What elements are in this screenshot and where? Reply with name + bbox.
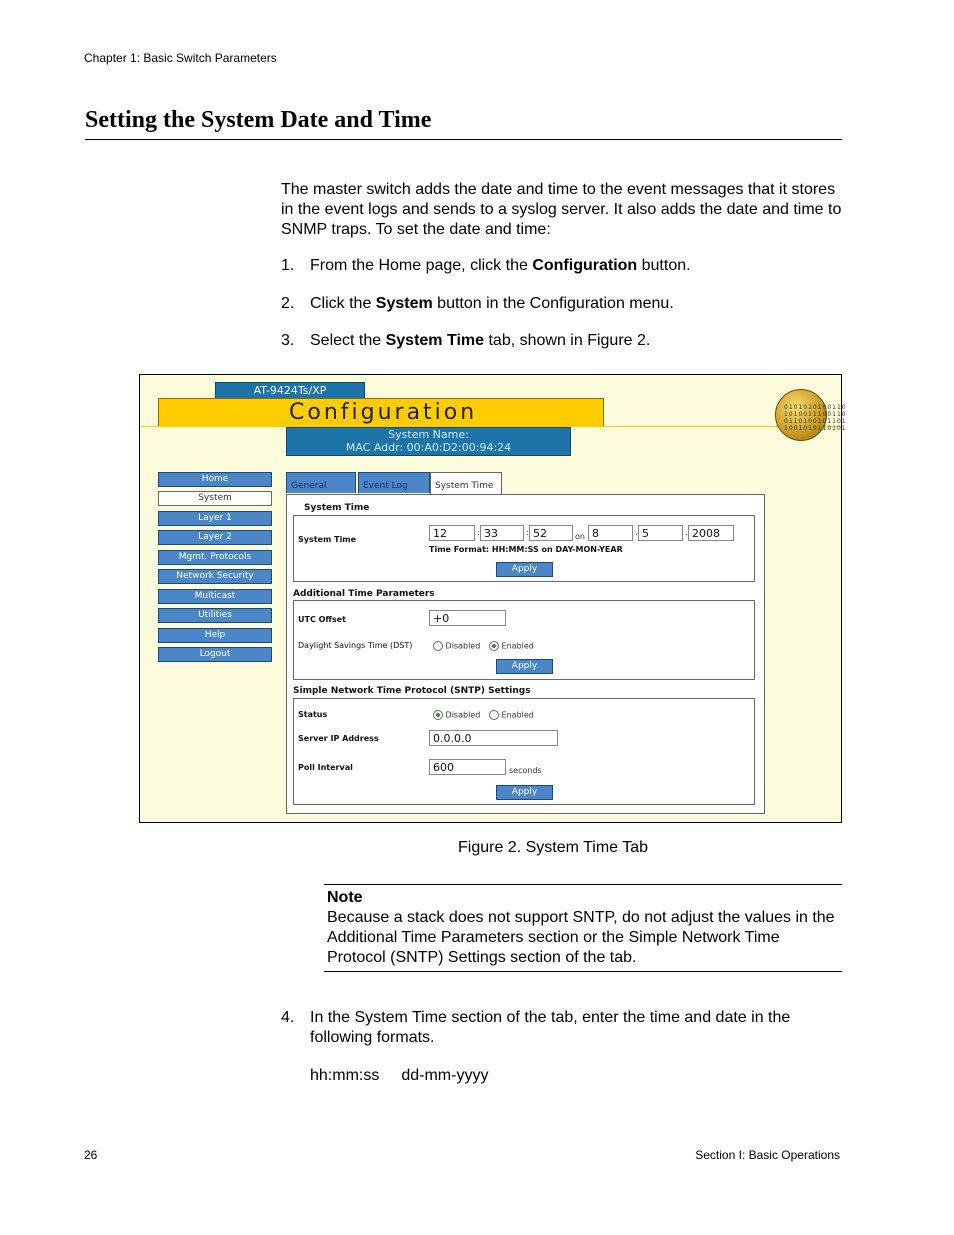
time-format: hh:mm:ss xyxy=(310,1067,380,1084)
date-format: dd-mm-yyyy xyxy=(401,1067,489,1084)
note-title: Note xyxy=(327,889,363,906)
step-bold: System xyxy=(375,295,433,312)
dst-enabled-label: Enabled xyxy=(501,641,534,651)
menu-mgmt-protocols-button[interactable]: Mgmt. Protocols xyxy=(158,550,272,565)
poll-interval-input[interactable]: 600 xyxy=(429,759,506,775)
sntp-enabled-label: Enabled xyxy=(501,710,534,720)
utc-offset-label: UTC Offset xyxy=(298,615,346,624)
radio-icon[interactable] xyxy=(433,641,443,651)
sntp-disabled-option[interactable] xyxy=(433,710,480,720)
hour-input[interactable]: 12 xyxy=(429,525,475,541)
dst-disabled-label: Disabled xyxy=(445,641,481,651)
system-name-label: System Name: xyxy=(388,428,469,441)
menu-network-security-button[interactable]: Network Security xyxy=(158,569,272,584)
section-title: Setting the System Date and Time xyxy=(85,107,842,140)
mac-address: MAC Addr: 00:A0:D2:00:94:24 xyxy=(345,441,512,454)
dst-disabled-option[interactable] xyxy=(433,641,480,651)
menu-layer1-button[interactable]: Layer 1 xyxy=(158,511,272,526)
server-ip-label: Server IP Address xyxy=(298,734,379,743)
dst-enabled-option[interactable] xyxy=(489,641,534,651)
step-text: Click the xyxy=(310,295,376,312)
step-number: 4. xyxy=(281,1009,295,1026)
minute-input[interactable]: 33 xyxy=(480,525,524,541)
intro-paragraph: The master switch adds the date and time to the event messages that it stores in the event logs and sends to a syslog server. It also adds the date and time to SNMP traps. To set the date and time: xyxy=(281,181,842,238)
format-examples xyxy=(310,1067,488,1085)
month-input[interactable]: 5 xyxy=(638,525,683,541)
sntp-group xyxy=(293,698,755,805)
radio-icon[interactable] xyxy=(489,710,499,720)
server-ip-input[interactable]: 0.0.0.0 xyxy=(429,730,558,746)
page-number: 26 xyxy=(84,1148,98,1162)
globe-icon xyxy=(775,389,847,441)
menu-home-button[interactable]: Home xyxy=(158,472,272,487)
configuration-title: Configuration xyxy=(289,400,478,425)
menu-multicast-button[interactable]: Multicast xyxy=(158,589,272,604)
step-text: tab, shown in Figure 2. xyxy=(484,332,651,349)
time-separator: : xyxy=(477,528,480,537)
step-bold: System Time xyxy=(385,332,485,349)
date-separator: . xyxy=(685,528,688,537)
step-bold: Configuration xyxy=(532,257,638,274)
running-header: Chapter 1: Basic Switch Parameters xyxy=(84,51,277,65)
system-time-group xyxy=(293,515,755,582)
poll-unit-label: seconds xyxy=(509,766,542,775)
step-number: 1. xyxy=(281,257,295,274)
note-box xyxy=(324,884,842,972)
menu-layer2-button[interactable]: Layer 2 xyxy=(158,530,272,545)
on-label: on xyxy=(575,532,585,541)
step-4 xyxy=(281,1008,843,1048)
second-input[interactable]: 52 xyxy=(529,525,573,541)
day-input[interactable]: 8 xyxy=(588,525,633,541)
tab-event-log[interactable]: Event Log xyxy=(358,472,430,493)
step-text: In the System Time section of the tab, enter the time and date in the following formats. xyxy=(310,1009,791,1046)
figure-screenshot xyxy=(139,374,847,823)
step-number: 2. xyxy=(281,295,295,312)
running-footer: Section I: Basic Operations xyxy=(695,1148,840,1162)
additional-params-heading: Additional Time Parameters xyxy=(293,589,435,599)
radio-selected-icon[interactable] xyxy=(433,710,443,720)
system-time-heading: System Time xyxy=(304,503,370,513)
sntp-enabled-option[interactable] xyxy=(489,710,534,720)
utc-offset-input[interactable]: +0 xyxy=(429,610,506,626)
radio-selected-icon[interactable] xyxy=(489,641,499,651)
figure-caption: Figure 2. System Time Tab xyxy=(458,839,648,856)
step-text: button. xyxy=(637,257,691,274)
system-name-box xyxy=(286,427,571,456)
poll-interval-label: Poll Interval xyxy=(298,763,353,772)
sntp-apply-button[interactable]: Apply xyxy=(496,785,553,800)
year-input[interactable]: 2008 xyxy=(688,525,734,541)
step-number: 3. xyxy=(281,332,295,349)
sntp-heading: Simple Network Time Protocol (SNTP) Settings xyxy=(293,686,531,696)
step-3 xyxy=(281,331,843,351)
tab-system-time[interactable]: System Time xyxy=(430,472,502,496)
menu-system-button[interactable]: System xyxy=(158,491,272,506)
date-separator: . xyxy=(635,528,638,537)
menu-logout-button[interactable]: Logout xyxy=(158,647,272,662)
time-separator: : xyxy=(526,528,529,537)
step-text: From the Home page, click the xyxy=(310,257,533,274)
system-time-apply-button[interactable]: Apply xyxy=(496,562,553,577)
sntp-status-label: Status xyxy=(298,710,328,719)
tab-general[interactable]: General xyxy=(286,472,356,493)
time-format-hint: Time Format: HH:MM:SS on DAY-MON-YEAR xyxy=(429,545,623,554)
configuration-banner xyxy=(158,398,604,427)
dst-label: Daylight Savings Time (DST) xyxy=(298,641,413,650)
step-2 xyxy=(281,294,843,314)
note-text: Because a stack does not support SNTP, do not adjust the values in the Additional Time Parameters section or the Simple Network Time Protocol (SNTP) Settings section of the tab. xyxy=(327,909,835,966)
system-time-panel xyxy=(286,494,765,814)
additional-params-group xyxy=(293,600,755,680)
sntp-disabled-label: Disabled xyxy=(445,710,481,720)
globe-text: 0101010100110 1010011100110 0110100101101 1001010110101 xyxy=(784,404,847,432)
system-time-label: System Time xyxy=(298,535,357,544)
step-text: button in the Configuration menu. xyxy=(432,295,674,312)
step-text: Select the xyxy=(310,332,386,349)
additional-apply-button[interactable]: Apply xyxy=(496,659,553,674)
step-1 xyxy=(281,256,843,276)
menu-help-button[interactable]: Help xyxy=(158,628,272,643)
menu-utilities-button[interactable]: Utilities xyxy=(158,608,272,623)
model-label: AT-9424Ts/XP xyxy=(215,382,365,399)
